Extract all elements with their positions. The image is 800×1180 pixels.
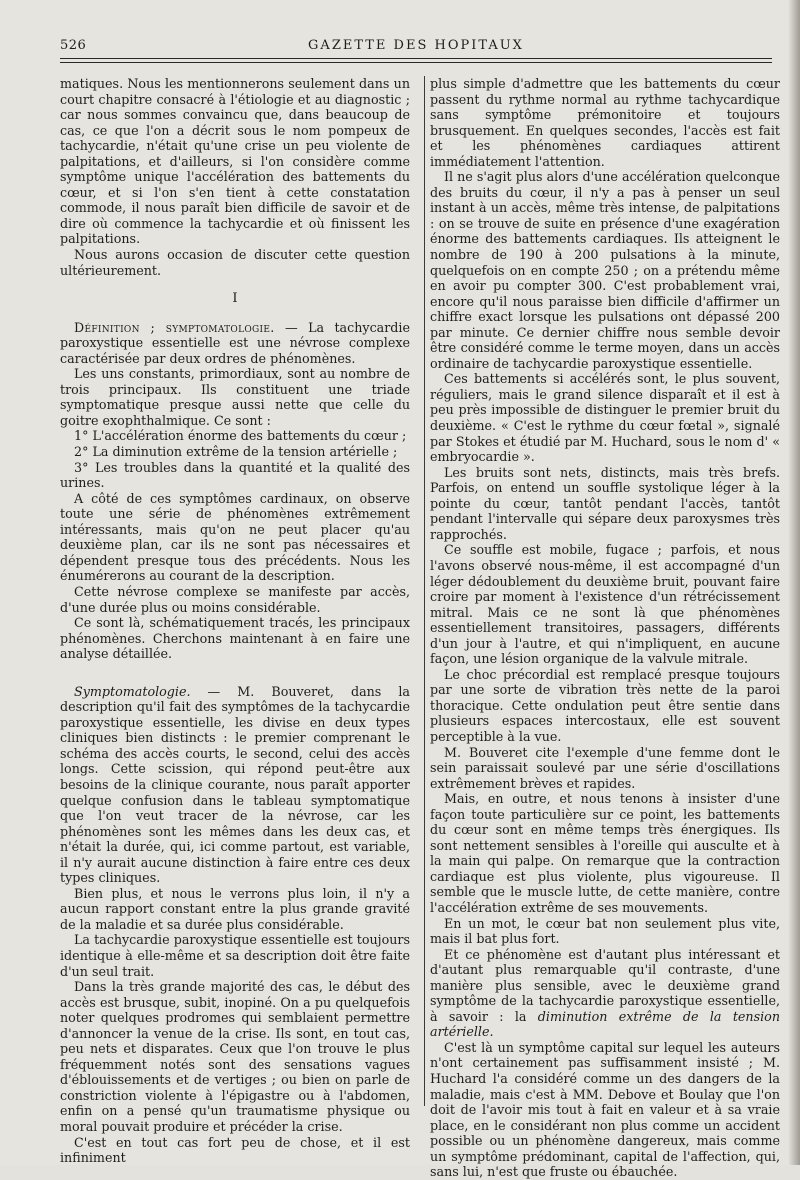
paragraph: A côté de ces symptômes cardinaux, on observe toute une série de phénomènes extrêmement intéressants, mais qu'on ne peut placer qu'au deuxième plan, car ils ne sont pas nécessaires et dépendent presque tous des précédents. Nous les énumérerons au courant de la description. — [60, 490, 410, 584]
page-number: 526 — [60, 38, 87, 53]
paragraph: Les bruits sont nets, distincts, mais très brefs. Parfois, on entend un souffle systolique léger à la pointe du cœur, tantôt pendant l'accès, tantôt pendant l'intervalle qui sépare deux paroxysmes très rapprochés. — [430, 464, 780, 542]
paragraph: Ce sont là, schématiquement tracés, les principaux phénomènes. Cherchons maintenant à en faire une analyse détaillée. — [60, 615, 410, 662]
paragraph: C'est en tout cas fort peu de chose, et il est infiniment — [60, 1134, 410, 1166]
paragraph: Dans la très grande majorité des cas, le début des accès est brusque, subit, inopiné. On a pu quelquefois noter quelques prodromes qui semblaient permettre d'annoncer la venue de la crise. Ils sont, en tout cas, peu nets et disparates. Ceux que l'on trouve le plus fréquemment notés sont des sensations vagues d'éblouissements et de vertiges ; ou bien on parle de constriction violente à l'épigastre ou à l'abdomen, enfin on a pensé qu'un traumatisme physique ou moral pouvait produire et précéder la crise. — [60, 979, 410, 1134]
paragraph: Il ne s'agit plus alors d'une accélération quelconque des bruits du cœur, il n'y a pas à penser un seul instant à un accès, même très intense, de palpitations : on se trouve de suite en présence d'une exagération énorme des battements cardiaques. Ils atteignent le nombre de 190 à 200 pulsations à la minute, quelquefois on en compte 250 ; on a prétendu même en avoir pu compter 300. C'est probablement vrai, encore qu'il nous paraisse bien difficile d'affirmer un chiffre exact lorsque les pulsations ont dépassé 200 par minute. Ce dernier chiffre nous semble devoir être considéré comme le terme moyen, dans un accès ordinaire de tachycardie paroxystique essentielle. — [430, 169, 781, 371]
paragraph: Nous aurons occasion de discuter cette question ultérieurement. — [60, 247, 410, 278]
right-column — [430, 76, 781, 1180]
paragraph: Ces battements si accélérés sont, le plus souvent, réguliers, mais le grand silence disparaît et il est à peu près impossible de distinguer le premier bruit du deuxième. « C'est le rythme du cœur fœtal », signalé par Stokes et étudié par M. Huchard, sous le nom d' « embryocardie ». — [430, 371, 780, 465]
paragraph-tension — [430, 947, 780, 1040]
paragraph: Les uns constants, primordiaux, sont au nombre de trois principaux. Ils constituent une triade symptomatique presque aussi nette que celle du goitre exophthalmique. Ce sont : — [60, 366, 410, 428]
list-item: 3° Les troubles dans la quantité et la qualité des urines. — [60, 459, 410, 491]
paragraph: Bien plus, et nous le verrons plus loin, il n'y a aucun rapport constant entre la plus grande gravité de la maladie et sa durée plus considérable. — [60, 885, 410, 932]
list-item: 2° La diminution extrême de la tension artérielle ; — [74, 444, 398, 460]
paragraph-text: — M. Bouveret, dans la description qu'il fait des symptômes de la tachycardie paroxystique essentielle, les divise en deux types cliniques bien distincts : le premier comprenant le schéma des accès courts, le second, celui des accès longs. Cette scission, qui répond peut-être aux besoins de la clinique courante, nous paraît apporter quelque confusion dans le tableau symptomatique que l'on veut tracer de la névrose, car les phénomènes sont les mêmes dans les deux cas, et n'était la durée, qui, ici comme partout, est variable, il n'y aurait aucune distinction à faire entre ces deux types cliniques. — [60, 683, 410, 886]
paragraph: Le choc précordial est remplacé presque toujours par une sorte de vibration très nette de la paroi thoracique. Cette ondulation peut être sentie dans plusieurs espaces intercostaux, elle est souvent perceptible à la vue. — [430, 666, 780, 744]
paragraph-definition — [60, 320, 410, 367]
section-label: Symptomatologie. — [74, 683, 191, 699]
paragraph: Ce souffle est mobile, fugace ; parfois, et nous l'avons observé nous-même, il est accompagné d'un léger dédoublement du deuxième bruit, pouvant faire croire par moment à l'existence d'un rétrécissement mitral. Mais ce ne sont là que phénomènes essentiellement transitoires, passagers, différents d'un jour à l'autre, et qui n'impliquent, en aucune façon, une lésion organique de la valvule mitrale. — [430, 542, 780, 667]
section-numeral: I — [232, 291, 238, 307]
page-spine-shadow — [788, 0, 800, 1165]
paragraph-symptomatologie — [60, 684, 410, 886]
emphasized-term: diminution extrême de la tension artérielle. — [430, 1008, 780, 1040]
journal-title: GAZETTE DES HOPITAUX — [308, 38, 524, 53]
paragraph: plus simple d'admettre que les battements du cœur passent du rythme normal au rythme tachycardique sans symptôme prémonitoire et toujours brusquement. En quelques secondes, l'accès est fait et les phénomènes cardiaques attirent immédiatement l'attention. — [430, 76, 780, 169]
section-gap — [60, 662, 410, 684]
paragraph: Cette névrose complexe se manifeste par accès, d'une durée plus ou moins considérable. — [60, 583, 410, 615]
paragraph: M. Bouveret cite l'exemple d'une femme dont le sein paraissait soulevé par une série d'oscillations extrêmement brèves et rapides. — [430, 744, 780, 791]
list-item: 1° L'accélération énorme des battements du cœur ; — [74, 428, 407, 444]
header-rule — [60, 58, 772, 63]
text-columns — [60, 76, 781, 1180]
paragraph-text: — La tachycardie paroxystique essentielle est une névrose complexe caractérisée par deux ordres de phénomènes. — [60, 319, 410, 366]
paragraph: La tachycardie paroxystique essentielle est toujours identique à elle-même et sa description doit être faite d'un seul trait. — [60, 932, 410, 979]
section-label: Définition ; symptomatologie. — [74, 319, 275, 335]
paragraph: Mais, en outre, et nous tenons à insister d'une façon toute particulière sur ce point, les battements du cœur sont en même temps très énergiques. Ils sont nettement sensibles à l'oreille qui ausculte et à la main qui palpe. On remarque que la contraction cardiaque est plus violente, plus vigoureuse. Il semble que le muscle lutte, de cette manière, contre l'accélération extrême de ses mouvements. — [430, 791, 780, 915]
paragraph: C'est là un symptôme capital sur lequel les auteurs n'ont certainement pas suffisamment insisté ; M. Huchard l'a considéré comme un des dangers de la maladie, mais c'est à MM. Debove et Boulay que l'on doit de l'avoir mis tout à fait en valeur et à sa vraie place, en le considérant non plus comme un accident possible ou un phénomène dangereux, mais comme un symptôme prédominant, capital de l'affection, qui, sans lui, n'est que fruste ou ébauchée. — [430, 1039, 780, 1180]
left-column — [60, 76, 410, 1166]
paragraph: En un mot, le cœur bat non seulement plus vite, mais il bat plus fort. — [430, 915, 780, 947]
paragraph: matiques. Nous les mentionnerons seulement dans un court chapitre consacré à l'étiologie et au diagnostic ; car nous sommes convaincu que, dans beaucoup de cas, ce que l'on a décrit sous le nom pompeux de tachycardie, n'était qu'une crise un peu violente de palpitations, et d'ailleurs, si l'on considère comme symptôme unique l'accélération des battements du cœur, et si l'on s'en tient à cette constatation commode, il nous paraît bien difficile de savoir et de dire où commence la tachycardie et où finissent les palpitations. — [60, 76, 410, 247]
page-header — [60, 0, 772, 53]
paragraph-text: Et ce phénomène est d'autant plus intéressant et d'autant plus remarquable qu'il contraste, d'une manière plus sensible, avec le deuxième grand symptôme de la tachycardie paroxystique essentielle, à savoir : la — [430, 946, 780, 1024]
